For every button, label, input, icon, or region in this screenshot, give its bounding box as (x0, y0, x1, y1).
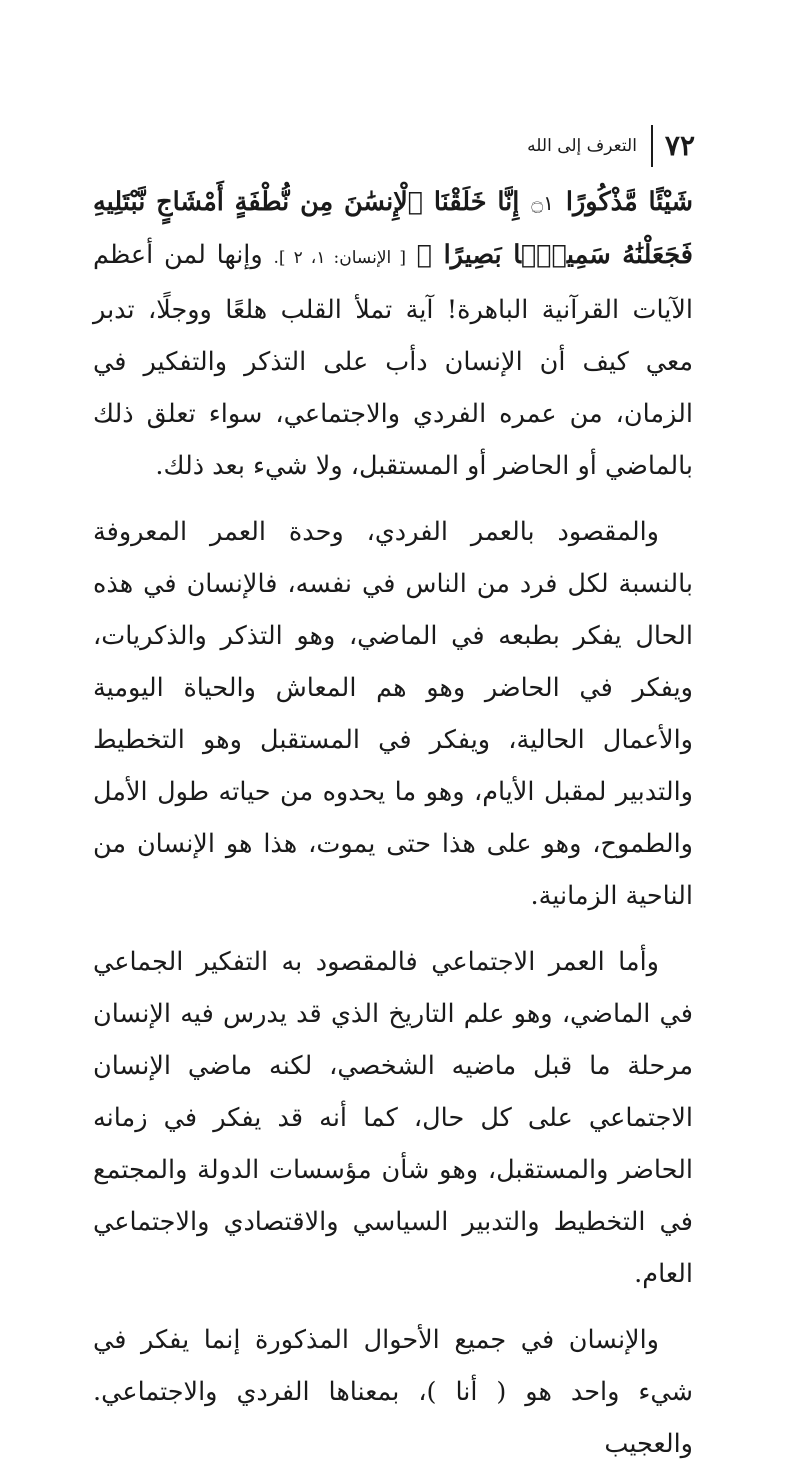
quran-reference: [ الإنسان: ١، ٢ ]. (273, 248, 406, 268)
page-header (527, 124, 695, 168)
quran-verse-part-2: إِنَّا خَلَقْنَا ٱلْإِنسَٰنَ مِن نُّطْفَةٍ أَمْشَاجٍ نَّبْتَلِيهِ فَجَعَلْنَٰهُ سَمِيعًۢا بَصِيرًا ﴾ (93, 187, 693, 270)
paragraph-2: والمقصود بالعمر الفردي، وحدة العمر المعروفة بالنسبة لكل فرد من الناس في نفسه، فالإنسان في هذه الحال يفكر بطبعه في الماضي، وهو التذكر والذكريات، ويفكر في الحاضر وهو هم المعاش والحياة اليومية والأعمال الحالية، ويفكر في المستقبل وهو التخطيط والتدبير لمقبل الأيام، وهو ما يحدوه من حياته طول الأمل والطموح، وهو على هذا حتى يموت، هذا هو الإنسان من الناحية الزمانية. (93, 517, 693, 911)
page-body (93, 176, 693, 1470)
header-divider (651, 125, 653, 167)
paragraph-1 (93, 176, 693, 492)
paragraph-1-text: وإنها لمن أعظم الآيات القرآنية الباهرة! آية تملأ القلب هلعًا ووجلًا، تدبر معي كيف أن الإنسان دأب على التذكر والتفكير في الزمان، من عمره الفردي والاجتماعي، سواء تعلق ذلك بالماضي أو الحاضر أو المستقبل، ولا شيء بعد ذلك. (93, 240, 693, 481)
page-number: ٧٢ (664, 129, 695, 162)
paragraph-3: وأما العمر الاجتماعي فالمقصود به التفكير الجماعي في الماضي، وهو علم التاريخ الذي قد يدرس فيه الإنسان مرحلة ما قبل ماضيه الشخصي، لكنه ماضي الإنسان الاجتماعي على كل حال، كما أنه قد يفكر في زمانه الحاضر والمستقبل، وهو شأن مؤسسات الدولة والمجتمع في التخطيط والتدبير السياسي والاقتصادي والاجتماعي العام. (93, 947, 693, 1289)
running-head: التعرف إلى الله (527, 136, 637, 156)
ayah-number-marker: ۝١ (531, 191, 554, 215)
paragraph-4: والإنسان في جميع الأحوال المذكورة إنما يفكر في شيء واحد هو ( أنا )، بمعناها الفردي والاجتماعي. والعجيب (93, 1325, 693, 1459)
quran-verse-part-1: شَيْئًا مَّذْكُورًا (565, 187, 693, 217)
